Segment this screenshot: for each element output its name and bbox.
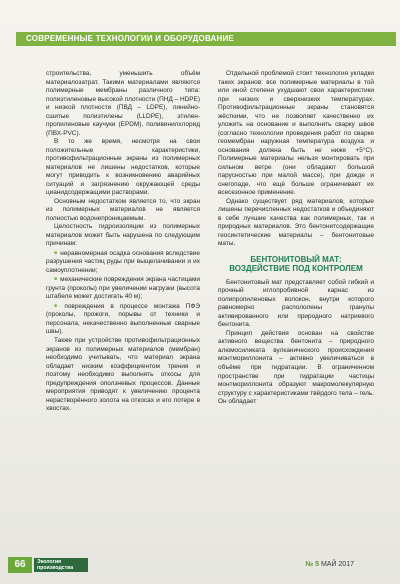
paragraph: Принцип действия основан на свойстве активного вещества бентонита – природного алюмосиликата вулканического происхождения монтмориллонита – активно увеличиваться в объёме при гидратации. В ограниченном пространстве при гидратации частицы монтмориллонита образуют макромолекулярную структуру с характеристиками твёрдого тела – гель. Он обладает xyxy=(218,329,374,406)
logo-line: Экология xyxy=(37,558,62,565)
logo-line: производства xyxy=(37,565,74,571)
issue-number: № 5 xyxy=(305,561,319,568)
subheading-line: ВОЗДЕЙСТВИЕ ПОД КОНТРОЛЕМ xyxy=(229,264,363,274)
subheading-line: БЕНТОНИТОВЫЙ МАТ: xyxy=(250,254,342,264)
paragraph: Целостность гидроизоляции из полимерных материалов может быть нарушена по следующим причинам: xyxy=(46,223,200,248)
issue-info xyxy=(305,561,354,568)
paragraph: Также при устройстве противофильтрационных экранов из полимерных материалов (мембран) необходимо учитывать, что материал экрана обладает низким коэффициентом трения и поэтому необходимо выполнять откосы для предупреждения оползневых процессов. Данные мероприятия приводят к увеличению процента нерастворённого золота на откосах и его потере в хвостах. xyxy=(46,336,200,413)
right-column xyxy=(218,70,374,407)
paragraph: В то же время, несмотря на свои положительные характеристики, противофильтрационные экраны из полимерных материалов не лишены недостатков, которые могут приводить к возникновению аварийных ситуаций и загрязнению окружающей среды цианидсодержащими растворами. xyxy=(46,138,200,197)
left-column xyxy=(46,70,200,414)
issue-date: МАЙ 2017 xyxy=(320,561,354,568)
bullet-item: ■ неравномерная осадка основания вследствие разрушения частиц руды при выщелачивании и их самоуплотнении; xyxy=(46,249,200,276)
paragraph: Основным недостатком является то, что экран из полимерных материалов не является полностью водонепроницаемым. xyxy=(46,197,200,222)
bullet-item: ■ повреждения в процессе монтажа ПФЭ (проколы, прожоги, порывы от техники и персонала, некачественно выполненные сварные швы). xyxy=(46,302,200,337)
page-footer xyxy=(0,555,400,575)
paragraph: строительства, уменьшить объём материалозатрат. Такими материалами являются полимерные мембраны различного типа: полиэтиленовые высокой плотности (ПНД – HDPE) и низкой плотности (ПВД – LDPE), линейно-сшитые полиэтилены (LLDPE), этилен-пропиленовые каучуки (EPDM), поливинилхлорид (ПВХ-PVC). xyxy=(46,70,200,137)
section-title: СОВРЕМЕННЫЕ ТЕХНОЛОГИИ И ОБОРУДОВАНИЕ xyxy=(26,34,234,43)
paragraph: Однако существует ряд материалов, которые лишены перечисленных недостатков и объединяют в себе лучшие качества как полимерных, так и природных материалов. Это бентонитсодержащие геосинтетические материалы – бентонитовые маты. xyxy=(218,197,374,248)
page-number: 66 xyxy=(8,557,32,573)
paragraph: Отдельной проблемой стоит технология укладки таких экранов: все полимерные материалы в той или иной степени ухудшают свои характеристики при низких и сверхнизких температурах. Противофильтрационные экраны становятся жёсткими, что не позволяет качественно их уложить на основание и выполнить сварку швов (согласно технологии проведения работ по сварке геомембран наружная температура воздуха и основания должна быть не ниже +5°С). Полимерные материалы нельзя монтировать при сильном ветре (они обладают большой парусностью при малой массе), при дожде и снегопаде, что ещё больше ограничивает их всесезонное применение. xyxy=(218,70,374,197)
section-header xyxy=(16,32,396,46)
magazine-logo xyxy=(34,558,88,572)
paragraph: Бентонитовый мат представляет собой гибкий и прочный иглопробивной карнас из полипропиленовых волокон, внутри которого равномерно распололены гранулы активированного или природного натриевого бентонита. xyxy=(218,278,374,329)
bullet-item: ■ механические повреждения экрана частицами грунта (проколы) при увеличении нагрузки (высота штабеля может достигать 40 м); xyxy=(46,275,200,302)
subheading xyxy=(218,255,374,274)
